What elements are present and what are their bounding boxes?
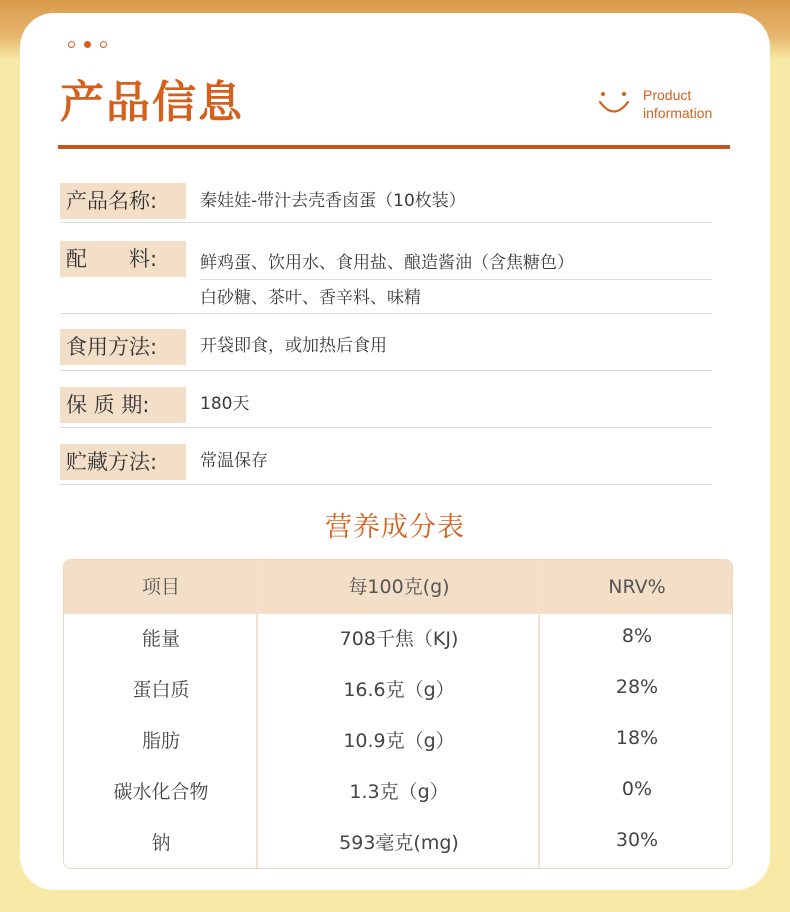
smile-icon: [597, 87, 631, 121]
table-header-row: [64, 560, 733, 614]
table-cell: 593毫克(mg): [339, 832, 459, 854]
nutrition-table: [63, 559, 733, 869]
dot-icon: [68, 41, 75, 48]
info-value: 180天: [200, 394, 250, 414]
table-cell: 碳水化合物: [113, 781, 209, 803]
table-cell: 10.9克（g）: [343, 730, 455, 752]
table-row: [64, 716, 733, 767]
info-label: 产品名称:: [60, 183, 186, 219]
table-cell: 能量: [141, 628, 180, 650]
dot-icon: [84, 41, 91, 48]
divider: [60, 222, 712, 223]
table-cell: 8%: [621, 625, 653, 647]
table-row: [64, 614, 733, 665]
info-value: 鲜鸡蛋、饮用水、食用盐、酿造酱油（含焦糖色）: [200, 253, 574, 273]
table-header-cell: 每100克(g): [258, 560, 540, 614]
table-cell: 0%: [621, 778, 653, 800]
divider: [200, 279, 712, 280]
decorative-dots: [68, 41, 107, 48]
table-cell: 18%: [615, 727, 659, 749]
table-row: [64, 665, 733, 716]
info-value: 开袋即食，或加热后食用: [200, 336, 387, 356]
table-cell: 28%: [615, 676, 659, 698]
divider: [60, 370, 712, 371]
title-english: [643, 86, 712, 122]
info-row-ingredients: [60, 241, 712, 311]
info-value: 白砂糖、茶叶、香辛料、味精: [200, 288, 421, 308]
table-row: [64, 767, 733, 818]
product-info-card: [20, 13, 770, 890]
table-cell: 脂肪: [141, 730, 180, 752]
divider: [60, 484, 712, 485]
info-label: 贮藏方法:: [60, 444, 186, 480]
title-english-line2: information: [643, 105, 713, 121]
info-value: 常温保存: [200, 451, 268, 471]
table-header-cell: NRV%: [540, 560, 733, 614]
table-cell: 708千焦（KJ): [339, 628, 459, 650]
dot-icon: [100, 41, 107, 48]
info-label: 保 质 期:: [60, 387, 186, 423]
table-cell: 30%: [615, 829, 659, 851]
nutrition-title: 营养成分表: [325, 512, 465, 543]
table-header-cell: 项目: [64, 560, 258, 614]
table-cell: 蛋白质: [132, 679, 190, 701]
info-label: 食用方法:: [60, 329, 186, 365]
divider: [60, 313, 712, 314]
table-cell: 16.6克（g）: [343, 679, 455, 701]
info-row-name: [60, 183, 712, 223]
title-english-line1: Product: [643, 87, 692, 103]
info-value: 秦娃娃-带汁去壳香卤蛋（10枚装）: [200, 191, 466, 211]
table-cell: 钠: [151, 832, 171, 854]
table-row: [64, 818, 733, 869]
info-row-storage: [60, 444, 712, 484]
info-label: 配 料:: [60, 241, 186, 277]
title-divider: [58, 145, 730, 149]
table-cell: 1.3克（g）: [349, 781, 449, 803]
page-title: 产品信息: [60, 77, 244, 128]
info-row-usage: [60, 329, 712, 369]
info-row-shelf-life: [60, 387, 712, 427]
divider: [60, 427, 712, 428]
